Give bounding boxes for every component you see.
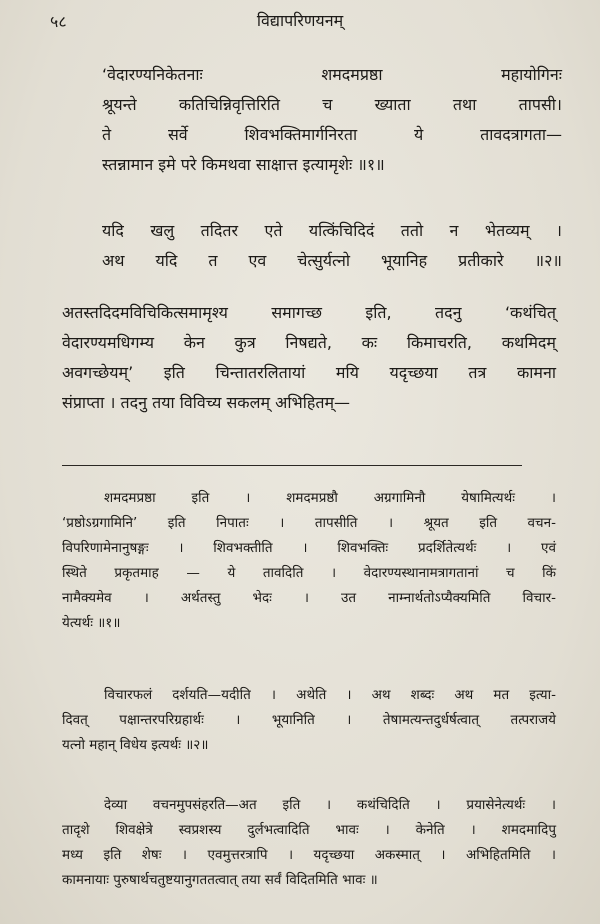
commentary-note-2 [62,683,556,758]
note-line: कामनायाः पुरुषार्थचतुष्टयानुगततत्वात् तया सर्वं विदितमिति भावः ॥ [62,872,378,888]
prose-line: अतस्तदिदमविचिकित्समामृश्य समागच्छ इति, तदनु ‘कथंचित् [62,303,556,322]
verse-line: श्रूयन्ते कतिचिन्निवृत्तिरिति च ख्याता तथा तापसी। [102,95,562,114]
note-line: येत्यर्थः ॥१॥ [62,615,121,631]
note-line: नामैक्यमेव । अर्थतस्तु भेदः । उत नाम्नार्थतोऽप्यैक्यमिति विचार- [62,590,556,606]
commentary-note-3 [62,793,556,893]
prose-paragraph [62,298,556,418]
prose-line: वेदारण्यमधिगम्य केन कुत्र निषद्यते, कः किमाचरति, कथमिदम् [62,333,556,352]
note-line: स्थिते प्रकृतमाह — ये तावदिति । वेदारण्यस्थानामत्रागतानां च किं [62,565,556,581]
footnote-divider [62,465,522,466]
note-line: दिवत् पक्षान्तरपरिग्रहार्थः । भूयानिति । तेषामत्यन्तदुर्धर्षत्वात् तत्पराजये [62,712,556,728]
verse-line: अथ यदि त एव चेत्सुर्यत्नो भूयानिह प्रतीकारे ॥२॥ [102,251,562,270]
note-line: देव्या वचनमुपसंहरति—अत इति । कथंचिदिति । प्रयासेनेत्यर्थः । [104,797,556,813]
verse-line: यदि खलु तदितर एते यत्किंचिदिदं ततो न भेतव्यम् । [102,221,562,240]
note-line: शमदमप्रष्ठा इति । शमदमप्रष्ठौ अग्रगामिनौ येषामित्यर्थः । [104,490,556,506]
note-line: ‘प्रष्ठोऽग्रगामिनि’ इति निपातः । तापसीति । श्रूयत इति वचन- [62,515,556,531]
page-header [0,6,600,34]
note-line: विपरिणामेनानुषङ्गः । शिवभक्तीति । शिवभक्तिः प्रदर्शितेत्यर्थः । एवं [62,540,556,556]
note-line: विचारफलं दर्शयति—यदीति । अथेति । अथ शब्दः अथ मत इत्या- [104,687,556,703]
verse-2 [102,216,562,276]
page-number: ५८ [50,12,67,31]
prose-line: अवगच्छेयम्’ इति चिन्तातरलितायां मयि यदृच्छया तत्र कामना [62,363,556,382]
running-title: विद्यापरिणयनम् [256,11,344,30]
verse-line: स्तन्नामान इमे परे किमथवा साक्षात्त इत्यामृशेः ॥१॥ [102,155,385,174]
verse-line: ‘वेदारण्यनिकेतनाः शमदमप्रष्ठा महायोगिनः [102,65,562,84]
verse-1 [102,60,562,180]
verse-line: ते सर्वे शिवभक्तिमार्गनिरता ये तावदत्रागता— [102,125,562,144]
prose-line: संप्राप्ता । तदनु तया विविच्य सकलम् अभिहितम्— [62,393,351,412]
note-line: मध्य इति शेषः । एवमुत्तरत्रापि । यदृच्छया अकस्मात् । अभिहितमिति । [62,847,556,863]
note-line: तादृशे शिवक्षेत्रे स्वप्रशस्य दुर्लभत्वादिति भावः । केनेति । शमदमादिपु [62,822,556,838]
commentary-note-1 [62,486,556,636]
note-line: यत्नो महान् विधेय इत्यर्थः ॥२॥ [62,737,209,753]
